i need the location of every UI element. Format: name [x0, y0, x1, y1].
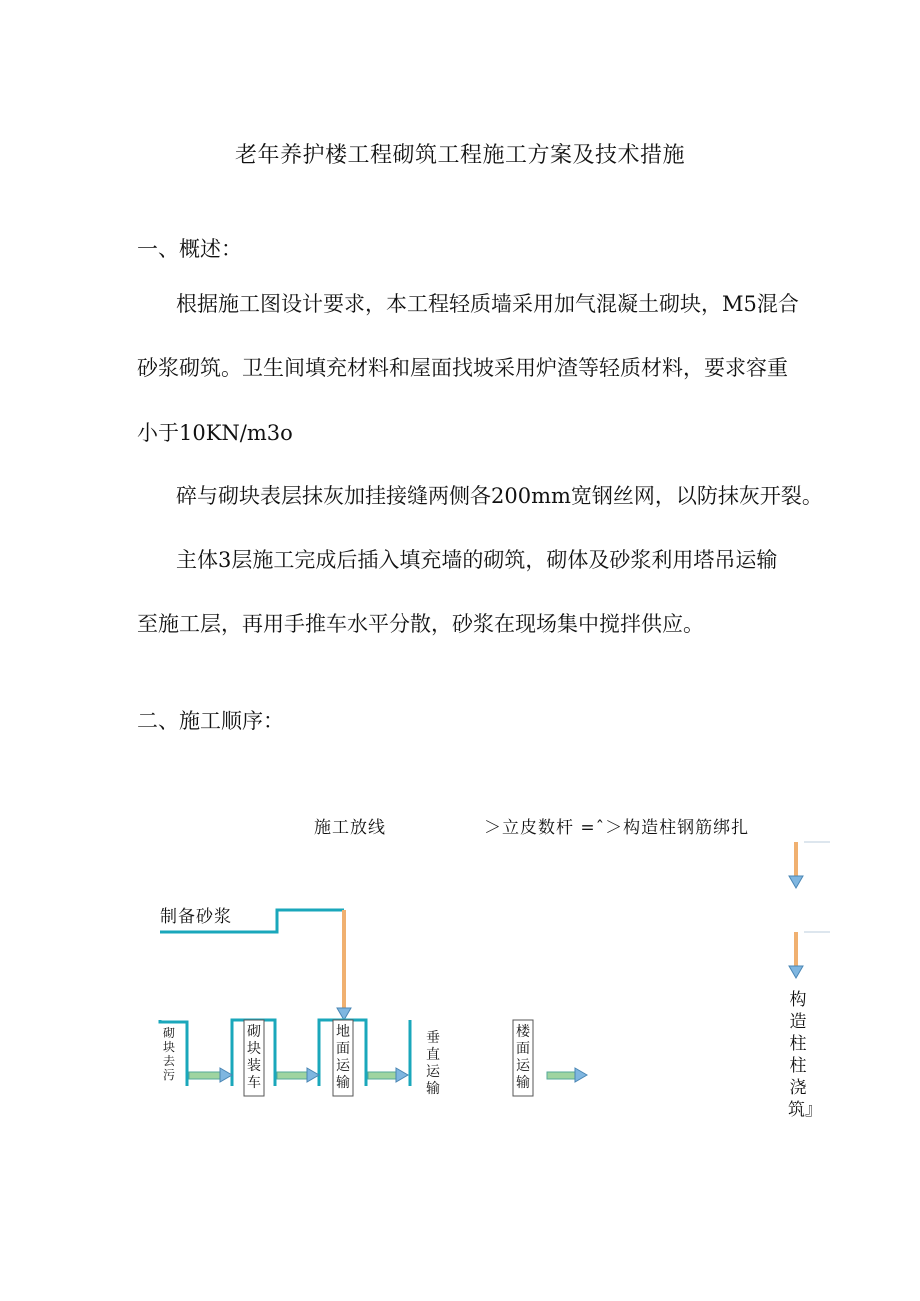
paragraph-2: 碎与砌块表层抹灰加挂接缝两侧各200mm宽钢丝网，以防抹灰开裂。 [176, 484, 823, 508]
arrow-down-rod-to-column-2 [789, 932, 830, 978]
arrow-load-to-ground [277, 1068, 319, 1082]
paragraph-3-line-2: 至施工层，再用手推车水平分散，砂浆在现场集中搅拌供应。 [137, 612, 704, 636]
flow-box-load-label: 砌块装车 [247, 1024, 261, 1091]
flow-step-rod-and-rebar: ＞立皮数杆 =ˆ＞构造柱钢筋绑扎 [484, 818, 750, 838]
arrow-floor-to-column [547, 1068, 587, 1082]
flow-box-vertical-label: 垂直运输 [426, 1030, 440, 1097]
paragraph-1-line-1: 根据施工图设计要求，本工程轻质墙采用加气混凝土砌块，M5混合 [176, 292, 799, 316]
flow-step-layout: 施工放线 [314, 818, 386, 838]
paragraph-1-line-2: 砂浆砌筑。卫生间填充材料和屋面找坡采用炉渣等轻质材料，要求容重 [137, 356, 788, 380]
section-1-heading: 一、概述： [137, 237, 242, 261]
flow-step-mortar: 制备砂浆 [160, 907, 232, 927]
paragraph-3-line-1: 主体3层施工完成后插入填充墙的砌筑，砌体及砂浆利用塔吊运输 [176, 548, 778, 572]
section-2-heading: 二、施工顺序： [137, 709, 284, 733]
document-title: 老年养护楼工程砌筑工程施工方案及技术措施 [234, 143, 685, 168]
flow-box-ground-label: 地面运输 [336, 1024, 350, 1091]
arrow-ground-to-vertical [368, 1068, 408, 1082]
flow-box-floor-label: 楼面运输 [516, 1024, 530, 1091]
arrow-down-rod-to-column-1 [789, 842, 830, 888]
paragraph-1-line-3: 小于10KN/m3o [137, 421, 293, 445]
flow-step-column-pouring: 构造柱柱浇筑』 [788, 990, 822, 1120]
flow-box-clean-label: 砌块去污 [162, 1026, 175, 1082]
arrow-clean-to-load [189, 1068, 232, 1082]
